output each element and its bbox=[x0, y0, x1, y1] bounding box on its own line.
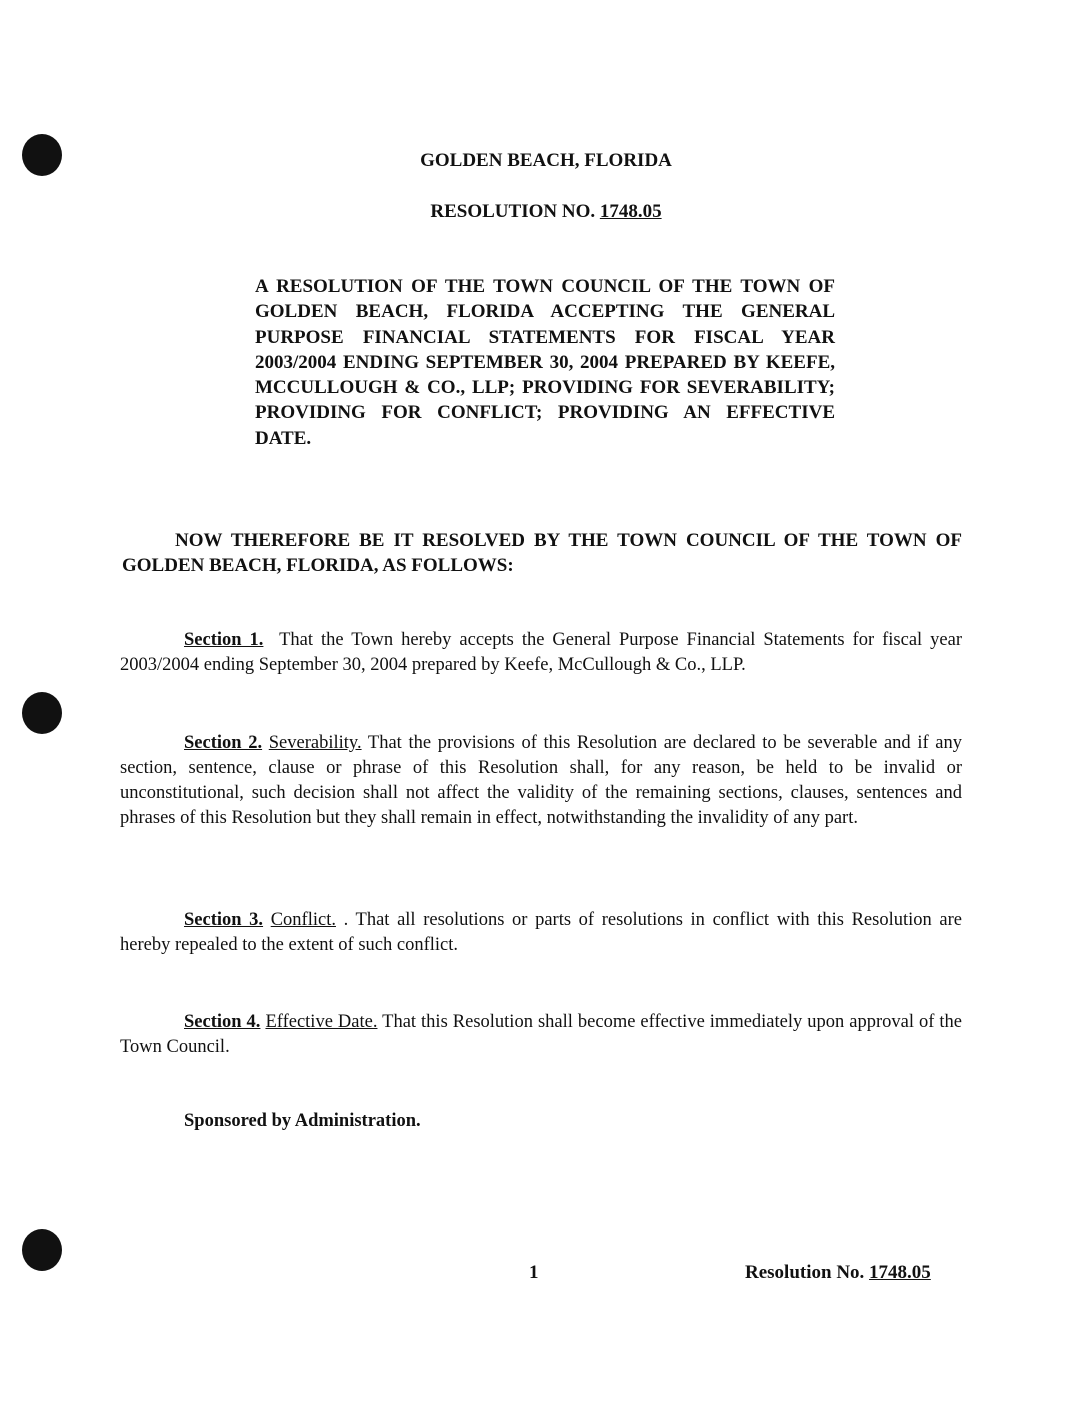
section-heading: Conflict. bbox=[270, 910, 336, 930]
page-number: 1 bbox=[529, 1262, 539, 1283]
section-heading: Severability. bbox=[268, 733, 362, 753]
punch-hole bbox=[22, 1229, 62, 1271]
sponsor-line: Sponsored by Administration. bbox=[184, 1111, 421, 1131]
section-text: That this Resolution shall become effective immediately upon approval of the Town Council. bbox=[120, 1012, 963, 1057]
resolution-label: RESOLUTION NO. bbox=[430, 201, 596, 222]
footer-resolution bbox=[745, 1262, 931, 1284]
section-label: Section 2. bbox=[184, 733, 263, 753]
section-label: Section 4. bbox=[184, 1012, 261, 1032]
section-2 bbox=[120, 731, 962, 831]
section-heading: Effective Date. bbox=[265, 1012, 378, 1032]
resolution-number: 1748.05 bbox=[599, 201, 662, 222]
punch-hole bbox=[22, 692, 62, 734]
section-text: That the provisions of this Resolution are declared to be severable and if any section, sentence, clause or phrase of this Resolution shall, for any reason, be held to be invalid or unconstitutional, such decision shall not affect the validity of the remaining sections, clauses, sentences and phrases of this Resolution but they shall remain in effect, notwithstanding the invalidity of any part. bbox=[120, 733, 962, 828]
resolution-heading bbox=[0, 201, 1092, 223]
footer-resolution-number: 1748.05 bbox=[869, 1262, 931, 1283]
section-text: That the Town hereby accepts the General Purpose Financial Statements for fiscal year 2003/2004 ending September 30, 2004 prepared by Keefe, McCullough & Co., LLP. bbox=[120, 630, 962, 675]
resolved-clause: NOW THEREFORE BE IT RESOLVED BY THE TOWN COUNCIL OF THE TOWN OF GOLDEN BEACH, FLORIDA, AS FOLLOWS: bbox=[122, 530, 962, 576]
footer-resolution-label: Resolution No. bbox=[745, 1262, 865, 1283]
section-label: Section 3. bbox=[184, 910, 264, 930]
section-1 bbox=[120, 628, 962, 678]
section-text: . That all resolutions or parts of resolutions in conflict with this Resolution are hereby repealed to the extent of such conflict. bbox=[120, 910, 962, 955]
town-heading: GOLDEN BEACH, FLORIDA bbox=[420, 150, 672, 171]
section-4 bbox=[120, 1010, 962, 1060]
resolution-title: A RESOLUTION OF THE TOWN COUNCIL OF THE TOWN OF GOLDEN BEACH, FLORIDA ACCEPTING THE GENERAL PURPOSE FINANCIAL STATEMENTS FOR FISCAL YEAR 2003/2004 ENDING SEPTEMBER 30, 2004 PREPARED BY KEEFE, MCCULLOUGH & CO., LLP; PROVIDING FOR SEVERABILITY; PROVIDING FOR CONFLICT; PROVIDING AN EFFECTIVE DATE. bbox=[255, 276, 835, 449]
section-label: Section 1. bbox=[184, 630, 264, 650]
section-3 bbox=[120, 908, 962, 958]
